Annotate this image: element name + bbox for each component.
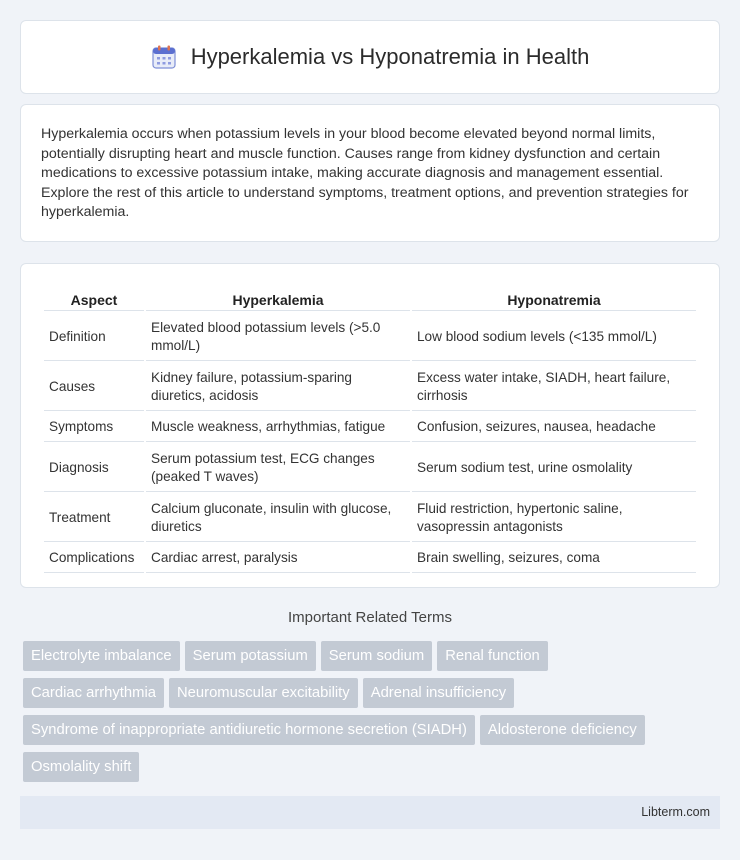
column-header-hyponatremia: Hyponatremia — [412, 286, 696, 311]
table-row — [44, 313, 696, 361]
table-row — [44, 494, 696, 542]
table-header-row — [44, 286, 696, 311]
comparison-table-card — [20, 263, 720, 588]
row-hyponatremia: Brain swelling, seizures, coma — [412, 544, 696, 573]
page-header — [20, 20, 720, 94]
footer-site-link[interactable]: Libterm.com — [641, 805, 710, 819]
row-hyperkalemia: Serum potassium test, ECG changes (peaked T waves) — [146, 444, 410, 492]
related-term-tag[interactable]: Serum potassium — [185, 641, 316, 671]
row-hyperkalemia: Kidney failure, potassium-sparing diuretics, acidosis — [146, 363, 410, 411]
row-hyponatremia: Serum sodium test, urine osmolality — [412, 444, 696, 492]
intro-section — [20, 104, 720, 242]
related-term-tag[interactable]: Electrolyte imbalance — [23, 641, 180, 671]
column-header-aspect: Aspect — [44, 286, 144, 311]
row-aspect: Diagnosis — [44, 444, 144, 492]
related-term-tag[interactable]: Serum sodium — [321, 641, 432, 671]
related-term-tag[interactable]: Osmolality shift — [23, 752, 139, 782]
row-aspect: Symptoms — [44, 413, 144, 442]
table-row — [44, 544, 696, 573]
table-row — [44, 444, 696, 492]
row-aspect: Treatment — [44, 494, 144, 542]
row-aspect: Definition — [44, 313, 144, 361]
row-aspect: Causes — [44, 363, 144, 411]
related-term-tag[interactable]: Cardiac arrhythmia — [23, 678, 164, 708]
page-title: Hyperkalemia vs Hyponatremia in Health — [190, 44, 590, 69]
row-aspect: Complications — [44, 544, 144, 573]
column-header-hyperkalemia: Hyperkalemia — [146, 286, 410, 311]
related-terms-list — [23, 641, 723, 789]
row-hyponatremia: Excess water intake, SIADH, heart failure, cirrhosis — [412, 363, 696, 411]
related-term-tag[interactable]: Syndrome of inappropriate antidiuretic hormone secretion (SIADH) — [23, 715, 475, 745]
table-row — [44, 363, 696, 411]
table-row — [44, 413, 696, 442]
related-term-tag[interactable]: Neuromuscular excitability — [169, 678, 358, 708]
page-footer — [20, 796, 720, 829]
calendar-icon — [151, 44, 177, 70]
related-term-tag[interactable]: Adrenal insufficiency — [363, 678, 514, 708]
row-hyponatremia: Confusion, seizures, nausea, headache — [412, 413, 696, 442]
comparison-table — [42, 284, 698, 575]
row-hyperkalemia: Calcium gluconate, insulin with glucose, diuretics — [146, 494, 410, 542]
related-terms-title: Important Related Terms — [288, 609, 452, 626]
related-term-tag[interactable]: Aldosterone deficiency — [480, 715, 645, 745]
row-hyponatremia: Fluid restriction, hypertonic saline, vasopressin antagonists — [412, 494, 696, 542]
row-hyperkalemia: Cardiac arrest, paralysis — [146, 544, 410, 573]
intro-text: Hyperkalemia occurs when potassium levels in your blood become elevated beyond normal limits, potentially disrupting heart and muscle function. Causes range from kidney dysfunction and certain medications to excessive potassium intake, making accurate diagnosis and management essential. Explore the rest of this article to understand symptoms, treatment options, and prevention strategies for hyperkalemia. — [41, 126, 689, 220]
row-hyponatremia: Low blood sodium levels (<135 mmol/L) — [412, 313, 696, 361]
related-term-tag[interactable]: Renal function — [437, 641, 548, 671]
row-hyperkalemia: Muscle weakness, arrhythmias, fatigue — [146, 413, 410, 442]
row-hyperkalemia: Elevated blood potassium levels (>5.0 mmol/L) — [146, 313, 410, 361]
